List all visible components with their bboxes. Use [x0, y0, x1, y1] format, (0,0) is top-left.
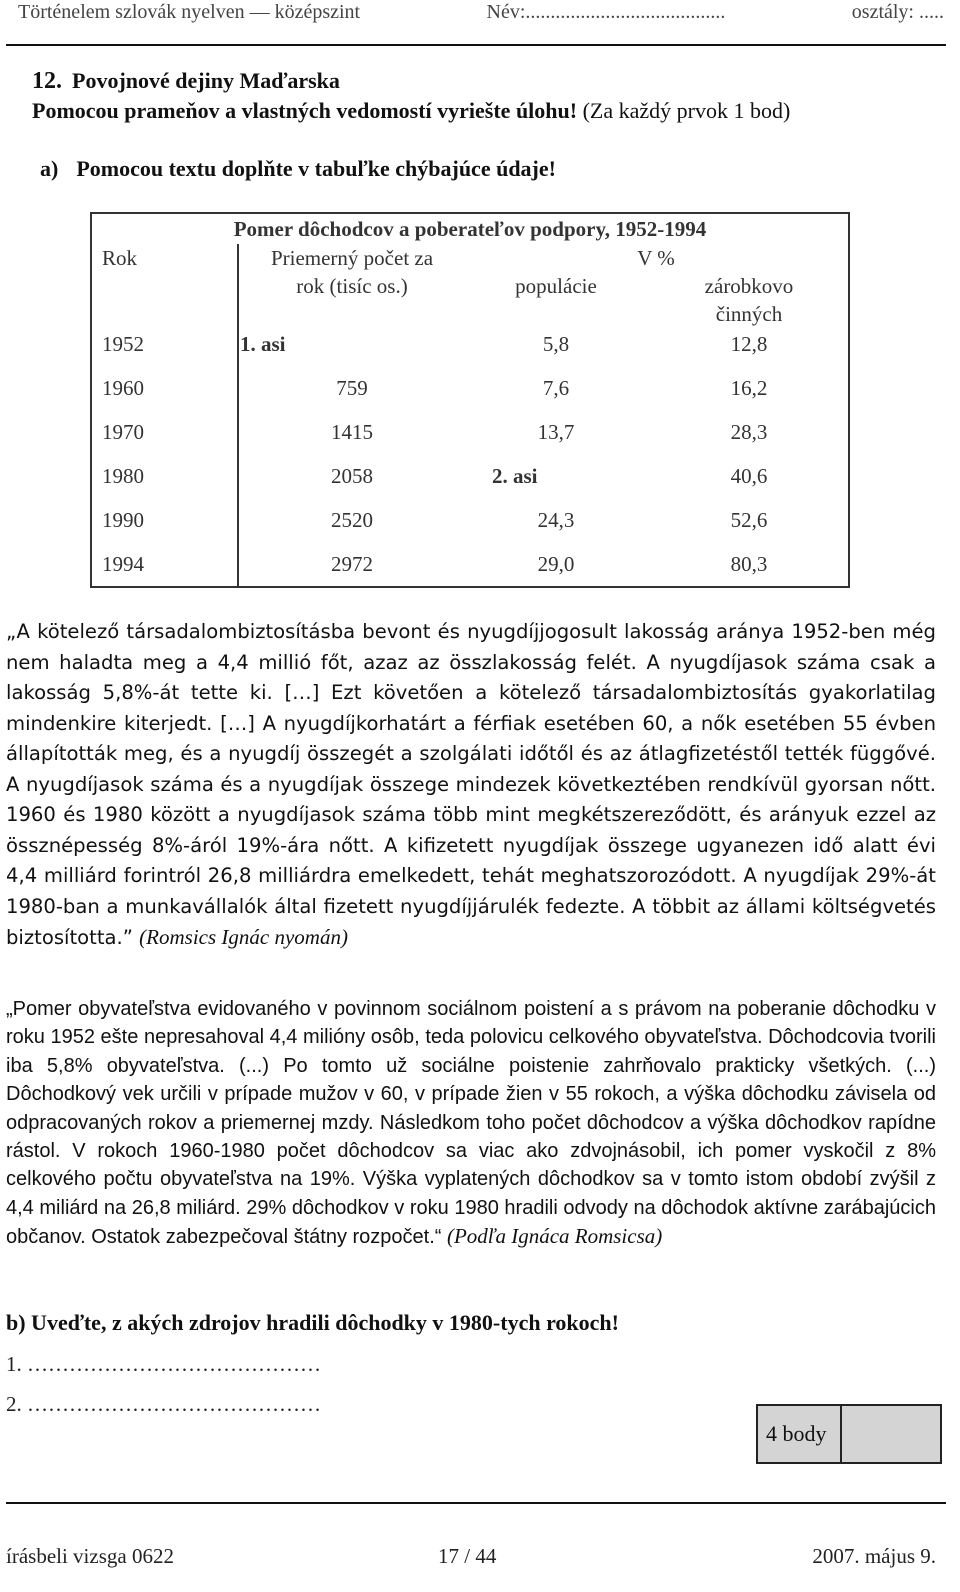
source-hu-body: „A kötelező társadalombiztosításba bevont és nyugdíjjogosult lakosság aránya 1952-ben még nem haladta meg a 4,4 millió főt, azaz az összlakosság felét. A nyugdíjasok száma csak a lakosság 5,8%-át tette ki. […] Ezt követően a kötelező társadalombiztosítás gyakorlatilag mindenkire kiterjedt. […] A nyugdíjkorhatárt a férfiak esetében 60, a nők esetében 55 évben állapították meg, és a nyugdíj összegét a szolgálati időtől és az átlagfizetéstől tették függővé. A nyugdíjasok száma és a nyugdíjak összege mindezek következtében rendkívül gyorsan nőtt. 1960 és 1980 között a nyugdíjasok száma több mint megkétszereződött, és arányuk ezzel az össznépesség 8%-áról 19%-ára nőtt. A kifizetett nyugdíjak összege ugyanezen idő alatt évi 4,4 milliárd forintról 26,8 milliárdra emelkedett, tehát meghatszorozódott. A nyugdíjak 29%-át 1980-ban a munkavállalók által fizetett nyugdíjjárulék fedezte. A többit az állami költségvetés biztosította.” [6, 620, 936, 949]
cell-population-blank-2[interactable]: 2. asi [492, 464, 538, 488]
task-instruction [32, 96, 790, 126]
part-b-prompt: b) Uveďte, z akých zdrojov hradili dôchodky v 1980-tych rokoch! [6, 1310, 619, 1335]
cell-employed: 80,3 [730, 552, 768, 576]
points-box-divider [840, 1404, 842, 1464]
part-a-prompt [40, 154, 556, 184]
cell-population: 24,3 [537, 508, 575, 532]
table-row [92, 454, 848, 498]
points-box [756, 1404, 942, 1464]
task-title [32, 66, 340, 96]
header-average [240, 244, 464, 300]
cell-average: 759 [336, 376, 368, 400]
source-text-slovak [6, 995, 936, 1252]
table-title: Pomer dôchodcov a poberateľov podpory, 1952-1994 [233, 217, 707, 241]
cell-average: 2520 [331, 508, 373, 532]
cell-population: 7,6 [542, 376, 570, 400]
cell-year: 1980 [102, 464, 144, 488]
header-year: Rok [102, 246, 138, 270]
header-percent: V % [637, 246, 675, 270]
task-instruction-note: (Za každý prvok 1 bod) [582, 98, 791, 123]
cell-year: 1994 [102, 552, 144, 576]
cell-year: 1970 [102, 420, 144, 444]
part-a-text: Pomocou textu doplňte v tabuľke chýbajúce údaje! [76, 156, 556, 181]
cell-population: 13,7 [537, 420, 575, 444]
table-row [92, 322, 848, 366]
cell-year: 1952 [102, 332, 144, 356]
header-employed-line1: zárobkovo [704, 274, 794, 298]
pension-table [90, 212, 850, 588]
table-row [92, 542, 848, 586]
cell-average: 2058 [331, 464, 373, 488]
header-name-field: Név:........................................ [486, 1, 726, 23]
points-label: 4 body [766, 1421, 827, 1446]
table-row [92, 498, 848, 542]
header-population: populácie [515, 274, 597, 298]
source-sk-citation: (Podľa Ignáca Romsicsa) [446, 1224, 663, 1249]
cell-employed: 40,6 [730, 464, 768, 488]
footer-page-number: 17 / 44 [438, 1544, 497, 1568]
source-hu-citation: (Romsics Ignác nyomán) [139, 925, 348, 949]
header-employed-line2: činných [715, 302, 783, 326]
cell-employed: 52,6 [730, 508, 768, 532]
cell-employed: 28,3 [730, 420, 768, 444]
cell-average: 1415 [331, 420, 373, 444]
header-divider [6, 44, 946, 46]
header-subject: Történelem szlovák nyelven — középszint [18, 1, 361, 23]
cell-year: 1990 [102, 508, 144, 532]
cell-employed: 12,8 [730, 332, 768, 356]
footer-exam-code: írásbeli vizsga 0622 [6, 1544, 174, 1568]
header-employed [650, 272, 848, 328]
footer-date: 2007. május 9. [812, 1544, 936, 1568]
table-row [92, 410, 848, 454]
task-instruction-bold: Pomocou prameňov a vlastných vedomostí vyriešte úlohu! [32, 98, 578, 123]
part-a-label: a) [40, 156, 59, 181]
cell-average-blank-1[interactable]: 1. asi [240, 332, 286, 356]
table-row [92, 366, 848, 410]
header-average-line2: rok (tisíc os.) [296, 274, 408, 298]
answer-line-1[interactable]: 1. …………………………………… [6, 1352, 321, 1376]
source-text-hungarian [6, 617, 936, 954]
task-number: 12. [32, 68, 62, 94]
header-class-field: osztály: ..... [851, 1, 944, 23]
cell-year: 1960 [102, 376, 144, 400]
answer-line-2[interactable]: 2. …………………………………… [6, 1392, 321, 1416]
cell-average: 2972 [331, 552, 373, 576]
cell-population: 29,0 [537, 552, 575, 576]
header-average-line1: Priemerný počet za [270, 246, 434, 270]
source-sk-body: „Pomer obyvateľstva evidovaného v povinnom sociálnom poistení a s právom na poberanie dôchodku v roku 1952 ešte nepresahoval 4,4 milióny osôb, teda polovicu celkového obyvateľstva. Dôchodcovia tvorili iba 5,8% obyvateľstva. (...) Po tomto už sociálne poistenie zahrňovalo prakticky všetkých. (...) Dôchodkový vek určili v prípade mužov v 60, v prípade žien v 55 rokoch, a výška dôchodku závisela od odpracovaných rokov a priemernej mzdy. Následkom toho počet dôchodcov a výška dôchodkov rapídne rástol. V rokoch 1960-1980 počet dôchodcov sa viac ako zdvojnásobil, ich pomer vyskočil z 8% celkového počtu obyvateľstva na 19%. Výška vyplatených dôchodkov sa v tomto istom období zvýšil z 4,4 miliárd na 26,8 miliárd. 29% dôchodkov v roku 1980 hradili odvody na dôchodok aktívne zarábajúcich občanov. Ostatok zabezpečoval štátny rozpočet.“ [6, 998, 936, 1249]
footer-divider [6, 1502, 946, 1504]
cell-population: 5,8 [542, 332, 570, 356]
task-title-text: Povojnové dejiny Maďarska [72, 68, 340, 93]
cell-employed: 16,2 [730, 376, 768, 400]
page-header [18, 0, 944, 36]
